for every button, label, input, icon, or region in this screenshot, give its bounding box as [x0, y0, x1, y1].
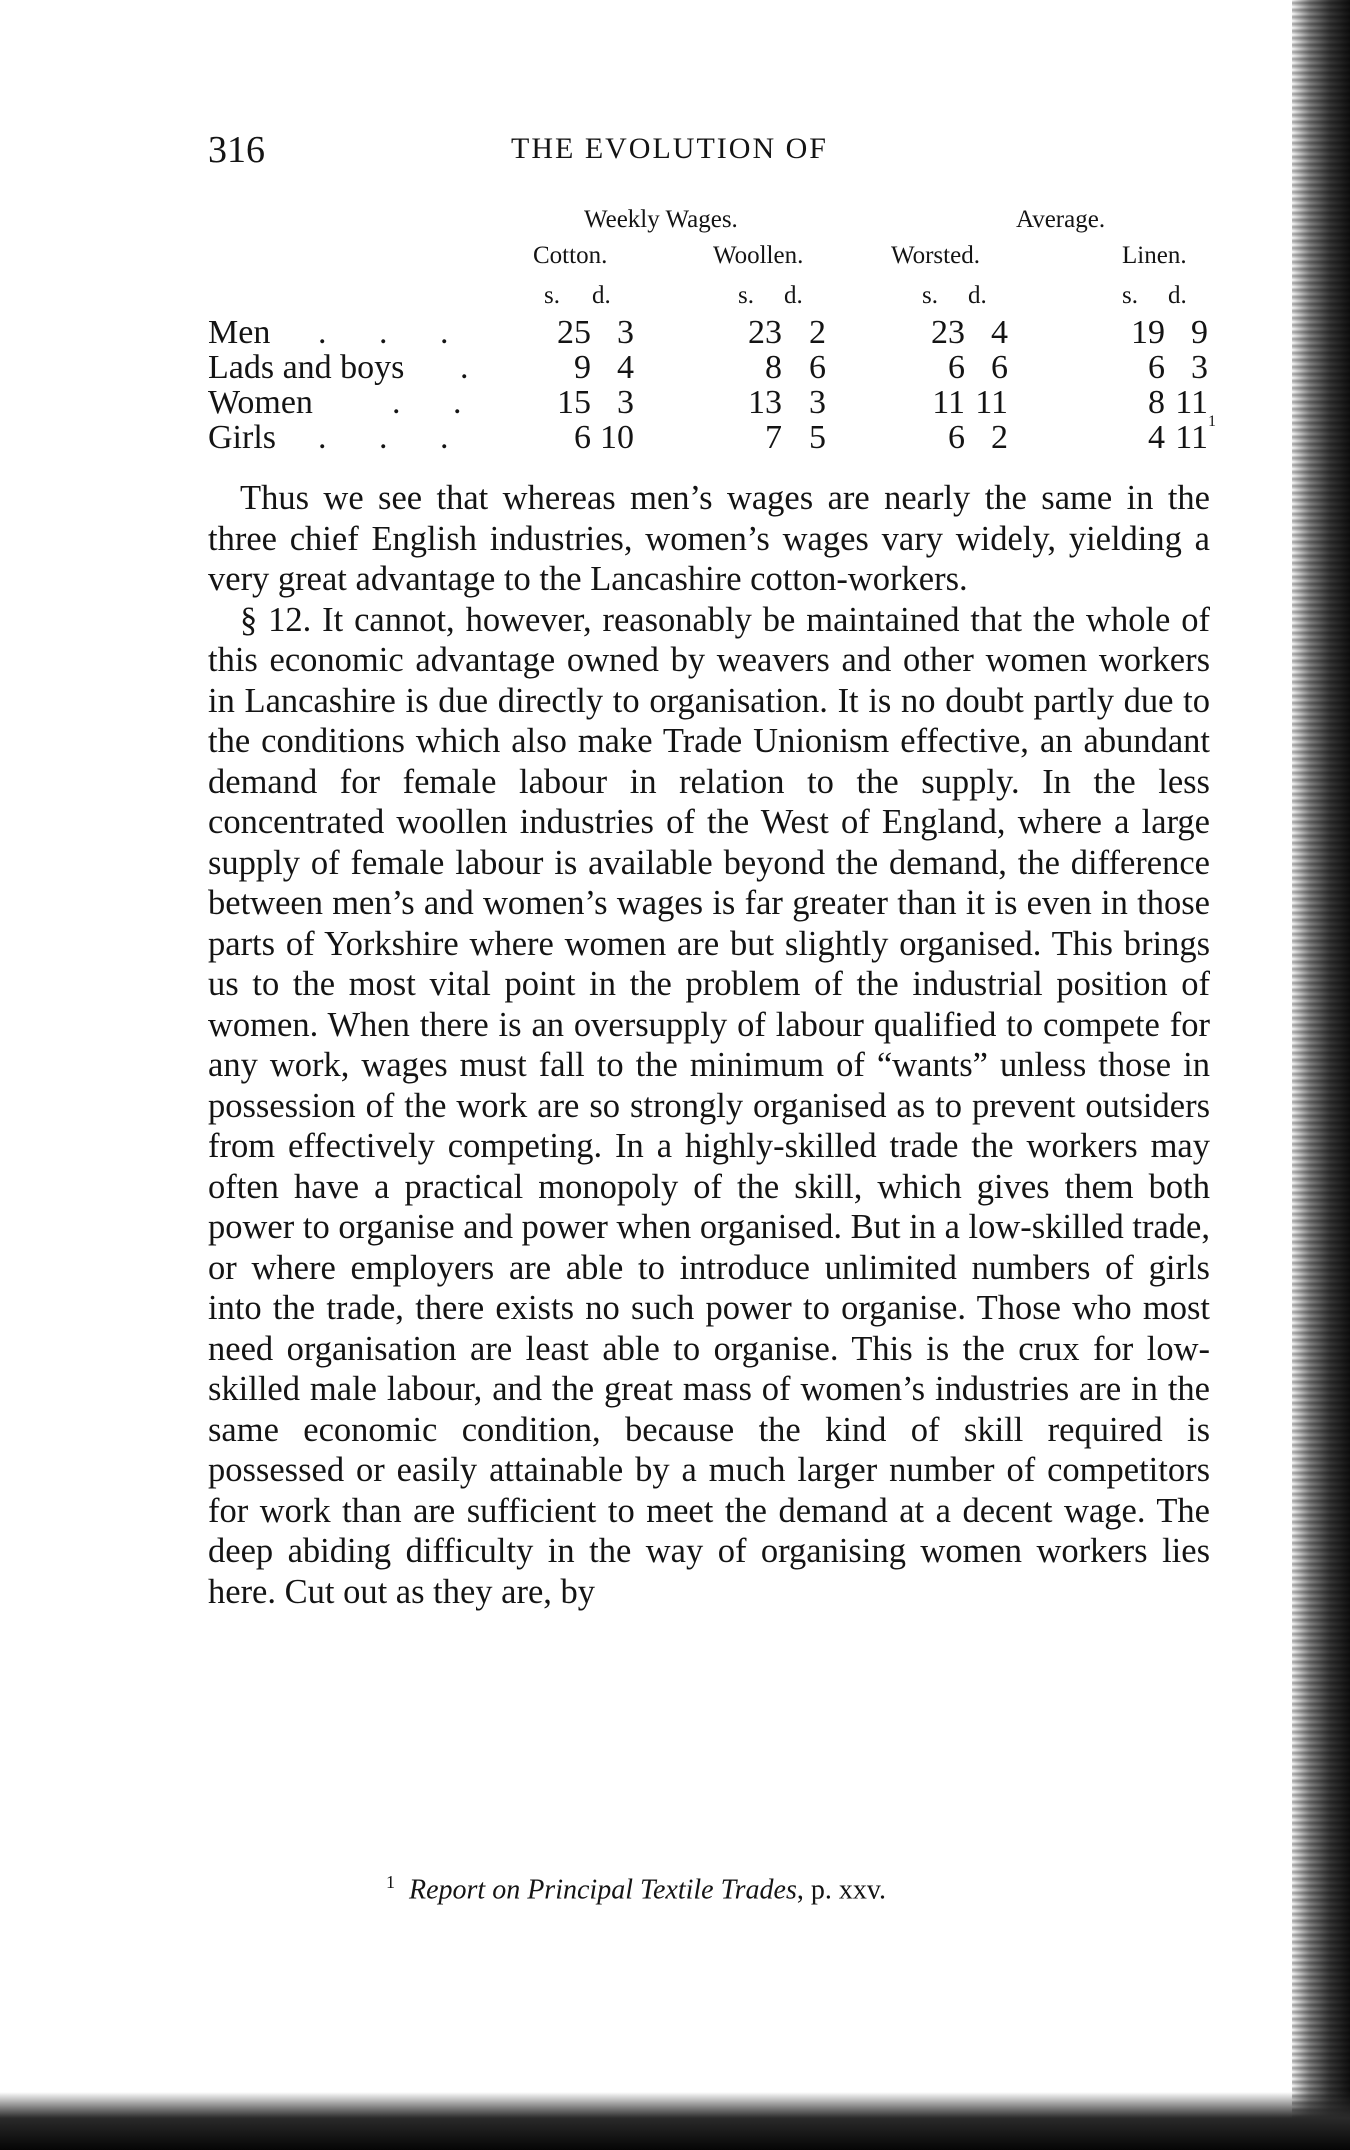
- cell-girls-worsted-d: 2: [991, 419, 1008, 456]
- cell-lads-worsted-s: 6: [948, 349, 965, 386]
- cell-lads-woollen-d: 6: [809, 349, 826, 386]
- cell-women-woollen-s: 13: [748, 384, 782, 421]
- cell-men-woollen-d: 2: [809, 314, 826, 351]
- cell-girls-linen-s: 4: [1148, 419, 1165, 456]
- cell-girls-cotton-d: 10: [600, 419, 634, 456]
- cell-women-worsted-d: 11: [975, 384, 1008, 421]
- table-footnote-marker: 1: [1208, 413, 1216, 430]
- column-header-worsted: Worsted.: [891, 242, 980, 269]
- cell-lads-cotton-d: 4: [617, 349, 634, 386]
- cell-lads-worsted-d: 6: [991, 349, 1008, 386]
- cell-girls-cotton-s: 6: [574, 419, 591, 456]
- cell-men-worsted-s: 23: [931, 314, 965, 351]
- unit-pence-linen: d.: [1168, 282, 1187, 309]
- cell-women-worsted-s: 11: [932, 384, 965, 421]
- column-header-linen: Linen.: [1122, 242, 1187, 269]
- paragraph-1: Thus we see that whereas men’s wages are nearly the same in the three chief English industries, women’s wages vary widely, yielding a very great advantage to the Lancashire cotton-workers.: [208, 479, 1210, 598]
- cell-lads-linen-d: 3: [1191, 349, 1208, 386]
- group-header-weekly-wages: Weekly Wages.: [584, 206, 738, 233]
- cell-girls-worsted-s: 6: [948, 419, 965, 456]
- scan-page-edge: [1292, 0, 1350, 2150]
- row-label-women: Women: [208, 384, 313, 421]
- cell-women-linen-s: 8: [1148, 384, 1165, 421]
- wage-table: [208, 206, 1218, 468]
- unit-pence-cotton: d.: [592, 282, 611, 309]
- row-leader-lads-and-boys: .: [460, 349, 469, 386]
- cell-women-woollen-d: 3: [809, 384, 826, 421]
- row-leader-men: . . .: [318, 314, 471, 351]
- row-label-girls: Girls: [208, 419, 276, 456]
- row-leader-girls: . . .: [318, 419, 471, 456]
- cell-men-linen-d: 9: [1191, 314, 1208, 351]
- group-header-average: Average.: [1016, 206, 1106, 233]
- cell-lads-woollen-s: 8: [765, 349, 782, 386]
- footnote-ref: , p. xxv.: [796, 1874, 887, 1906]
- cell-men-linen-s: 19: [1131, 314, 1165, 351]
- cell-women-linen-d: 11: [1175, 384, 1208, 421]
- cell-men-worsted-d: 4: [991, 314, 1008, 351]
- cell-men-woollen-s: 23: [748, 314, 782, 351]
- cell-lads-cotton-s: 9: [574, 349, 591, 386]
- cell-girls-woollen-s: 7: [765, 419, 782, 456]
- row-leader-women: . .: [392, 384, 484, 421]
- cell-girls-linen-d: 11: [1175, 419, 1208, 456]
- column-header-woollen: Woollen.: [713, 242, 804, 269]
- scan-bottom-edge: [0, 2092, 1350, 2150]
- cell-lads-linen-s: 6: [1148, 349, 1165, 386]
- row-label-men: Men: [208, 314, 271, 351]
- page-number: 316: [208, 129, 265, 171]
- footnote-title: Report on Principal Textile Trades: [409, 1874, 797, 1906]
- running-head: THE EVOLUTION OF: [511, 132, 828, 165]
- cell-men-cotton-s: 25: [557, 314, 591, 351]
- footnote-marker: 1: [386, 1872, 395, 1892]
- footnote: [386, 1872, 886, 1906]
- column-header-cotton: Cotton.: [533, 242, 608, 269]
- cell-girls-woollen-d: 5: [809, 419, 826, 456]
- cell-men-cotton-d: 3: [617, 314, 634, 351]
- unit-shillings-woollen: s.: [738, 282, 754, 309]
- page-header: [208, 128, 1208, 174]
- cell-women-cotton-s: 15: [557, 384, 591, 421]
- unit-shillings-worsted: s.: [922, 282, 938, 309]
- paragraph-2: § 12. It cannot, however, reasonably be maintained that the whole of this economic advantage owned by weavers and other women workers in Lancashire is due directly to organisation. It is no doubt partly due to the conditions which also make Trade Unionism effective, an abundant demand for female labour in relation to the supply. In the less concentrated woollen industries of the West of England, where a large supply of female labour is available beyond the demand, the difference between men’s and women’s wages is far greater than it is even in those parts of Yorkshire where women are but slightly organised. This brings us to the most vital point in the problem of the industrial position of women. When there is an oversupply of labour qualified to compete for any work, wages must fall to the minimum of “wants” unless those in possession of the work are so strongly organised as to prevent outsiders from effectively competing. In a highly-skilled trade the workers may often have a practical monopoly of the skill, which gives them both power to organise and power when organised. But in a low-skilled trade, or where employers are able to introduce unlimited numbers of girls into the trade, there exists no such power to organise. Those who most need organisation are least able to organise. This is the crux for low-skilled male labour, and the great mass of women’s industries are in the same economic condition, because the kind of skill required is possessed or easily attainable by a much larger number of competitors for work than are sufficient to meet the demand at a decent wage. The deep abiding difficulty in the way of organising women workers lies here. Cut out as they are, by: [208, 600, 1210, 1611]
- cell-women-cotton-d: 3: [617, 384, 634, 421]
- unit-pence-worsted: d.: [968, 282, 987, 309]
- unit-shillings-cotton: s.: [544, 282, 560, 309]
- body-text: [208, 478, 1210, 1612]
- unit-pence-woollen: d.: [784, 282, 803, 309]
- unit-shillings-linen: s.: [1122, 282, 1138, 309]
- row-label-lads-and-boys: Lads and boys: [208, 349, 405, 386]
